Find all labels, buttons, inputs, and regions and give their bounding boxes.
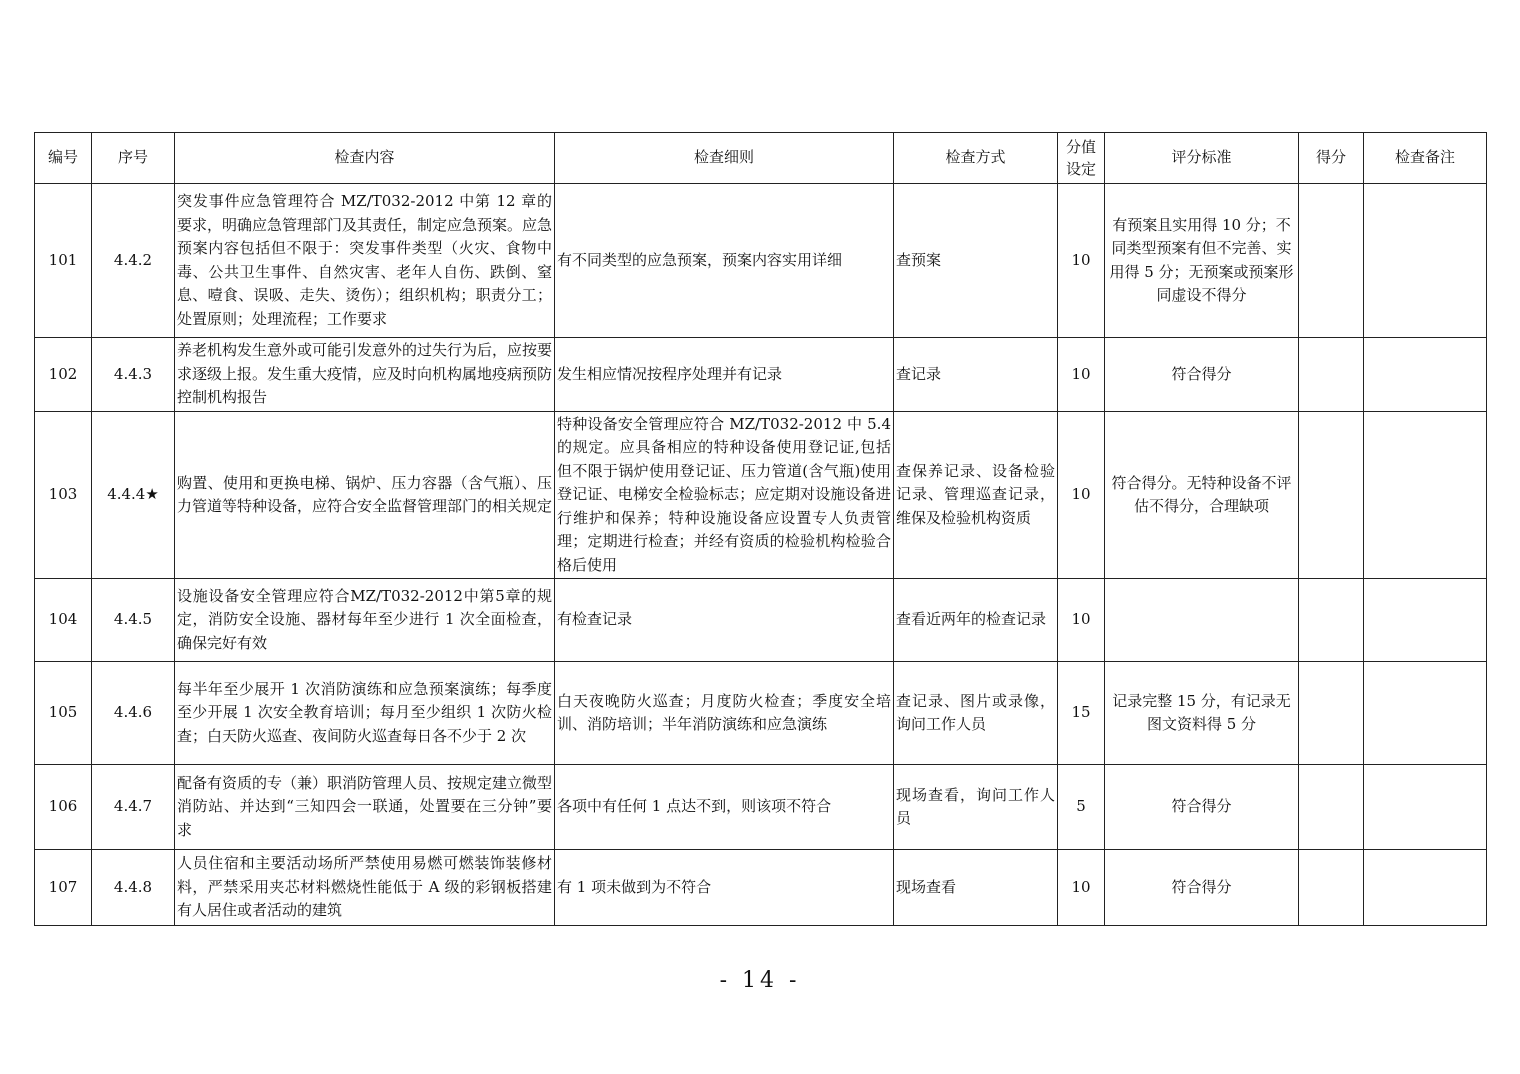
cell-score <box>1299 850 1364 926</box>
header-detail: 检查细则 <box>555 133 894 184</box>
cell-seq: 4.4.6 <box>92 662 175 765</box>
cell-seq: 4.4.5 <box>92 579 175 662</box>
cell-seq: 4.4.4★ <box>92 412 175 579</box>
cell-detail: 有 1 项未做到为不符合 <box>555 850 894 926</box>
cell-remarks <box>1364 662 1487 765</box>
header-points-line1: 分值 <box>1065 138 1096 156</box>
cell-detail: 有不同类型的应急预案，预案内容实用详细 <box>555 184 894 338</box>
cell-detail: 发生相应情况按程序处理并有记录 <box>555 338 894 412</box>
cell-id: 106 <box>35 765 92 850</box>
cell-points: 10 <box>1058 850 1105 926</box>
table-row <box>35 338 1487 412</box>
cell-points: 10 <box>1058 184 1105 338</box>
cell-score <box>1299 579 1364 662</box>
cell-remarks <box>1364 579 1487 662</box>
header-id: 编号 <box>35 133 92 184</box>
cell-criteria: 符合得分。无特种设备不评估不得分，合理缺项 <box>1105 412 1299 579</box>
header-points-line2: 设定 <box>1065 160 1096 178</box>
cell-content: 养老机构发生意外或可能引发意外的过失行为后，应按要求逐级上报。发生重大疫情，应及时向机构属地疫病预防控制机构报告 <box>175 338 555 412</box>
header-score: 得分 <box>1299 133 1364 184</box>
cell-method: 现场查看，询问工作人员 <box>894 765 1058 850</box>
cell-score <box>1299 184 1364 338</box>
cell-points: 15 <box>1058 662 1105 765</box>
cell-content: 人员住宿和主要活动场所严禁使用易燃可燃装饰装修材料，严禁采用夹芯材料燃烧性能低于 A 级的彩钢板搭建有人居住或者活动的建筑 <box>175 850 555 926</box>
cell-points: 10 <box>1058 579 1105 662</box>
table-row <box>35 662 1487 765</box>
table-row <box>35 184 1487 338</box>
table-row <box>35 412 1487 579</box>
cell-content: 设施设备安全管理应符合MZ/T032-2012中第5章的规定，消防安全设施、器材每年至少进行 1 次全面检查，确保完好有效 <box>175 579 555 662</box>
cell-remarks <box>1364 412 1487 579</box>
cell-seq: 4.4.2 <box>92 184 175 338</box>
cell-detail: 有检查记录 <box>555 579 894 662</box>
table-row <box>35 579 1487 662</box>
cell-criteria: 记录完整 15 分，有记录无图文资料得 5 分 <box>1105 662 1299 765</box>
cell-detail: 特种设备安全管理应符合 MZ/T032-2012 中 5.4 的规定。应具备相应的特种设备使用登记证,包括但不限于锅炉使用登记证、压力管道(含气瓶)使用登记证、电梯安全检验标志；应定期对设施设备进行维护和保养；特种设施设备应设置专人负责管理；定期进行检查；并经有资质的检验机构检验合格后使用 <box>555 412 894 579</box>
cell-score <box>1299 338 1364 412</box>
cell-seq: 4.4.7 <box>92 765 175 850</box>
cell-method: 查记录 <box>894 338 1058 412</box>
header-criteria: 评分标准 <box>1105 133 1299 184</box>
cell-detail: 白天夜晚防火巡查；月度防火检查；季度安全培训、消防培训；半年消防演练和应急演练 <box>555 662 894 765</box>
cell-score <box>1299 765 1364 850</box>
cell-id: 101 <box>35 184 92 338</box>
page-number: - 14 - <box>719 968 801 993</box>
table-row <box>35 850 1487 926</box>
cell-criteria: 符合得分 <box>1105 765 1299 850</box>
header-remarks: 检查备注 <box>1364 133 1487 184</box>
cell-content: 配备有资质的专（兼）职消防管理人员、按规定建立微型消防站、并达到“三知四会一联通，处置要在三分钟”要求 <box>175 765 555 850</box>
cell-remarks <box>1364 850 1487 926</box>
inspection-table <box>34 132 1487 926</box>
header-seq: 序号 <box>92 133 175 184</box>
cell-method: 查看近两年的检查记录 <box>894 579 1058 662</box>
cell-id: 105 <box>35 662 92 765</box>
cell-remarks <box>1364 184 1487 338</box>
cell-seq: 4.4.8 <box>92 850 175 926</box>
cell-score <box>1299 412 1364 579</box>
cell-id: 104 <box>35 579 92 662</box>
cell-criteria: 符合得分 <box>1105 338 1299 412</box>
cell-id: 102 <box>35 338 92 412</box>
cell-id: 107 <box>35 850 92 926</box>
header-row <box>35 133 1487 184</box>
header-points <box>1058 133 1105 184</box>
cell-seq: 4.4.3 <box>92 338 175 412</box>
cell-criteria <box>1105 579 1299 662</box>
cell-points: 10 <box>1058 412 1105 579</box>
cell-criteria: 符合得分 <box>1105 850 1299 926</box>
cell-id: 103 <box>35 412 92 579</box>
cell-remarks <box>1364 338 1487 412</box>
cell-content: 购置、使用和更换电梯、锅炉、压力容器（含气瓶）、压力管道等特种设备，应符合安全监督管理部门的相关规定 <box>175 412 555 579</box>
table-row <box>35 765 1487 850</box>
cell-method: 现场查看 <box>894 850 1058 926</box>
header-method: 检查方式 <box>894 133 1058 184</box>
cell-method: 查预案 <box>894 184 1058 338</box>
cell-detail: 各项中有任何 1 点达不到，则该项不符合 <box>555 765 894 850</box>
cell-points: 5 <box>1058 765 1105 850</box>
cell-score <box>1299 662 1364 765</box>
cell-method: 查记录、图片或录像，询问工作人员 <box>894 662 1058 765</box>
cell-method: 查保养记录、设备检验记录、管理巡查记录，维保及检验机构资质 <box>894 412 1058 579</box>
cell-points: 10 <box>1058 338 1105 412</box>
cell-content: 突发事件应急管理符合 MZ/T032-2012 中第 12 章的要求，明确应急管理部门及其责任，制定应急预案。应急预案内容包括但不限于：突发事件类型（火灾、食物中毒、公共卫生事件、自然灾害、老年人自伤、跌倒、窒息、噎食、误吸、走失、烫伤）；组织机构；职责分工；处置原则；处理流程；工作要求 <box>175 184 555 338</box>
header-content: 检查内容 <box>175 133 555 184</box>
cell-content: 每半年至少展开 1 次消防演练和应急预案演练；每季度至少开展 1 次安全教育培训；每月至少组织 1 次防火检查；白天防火巡查、夜间防火巡查每日各不少于 2 次 <box>175 662 555 765</box>
cell-remarks <box>1364 765 1487 850</box>
cell-criteria: 有预案且实用得 10 分；不同类型预案有但不完善、实用得 5 分；无预案或预案形同虚设不得分 <box>1105 184 1299 338</box>
